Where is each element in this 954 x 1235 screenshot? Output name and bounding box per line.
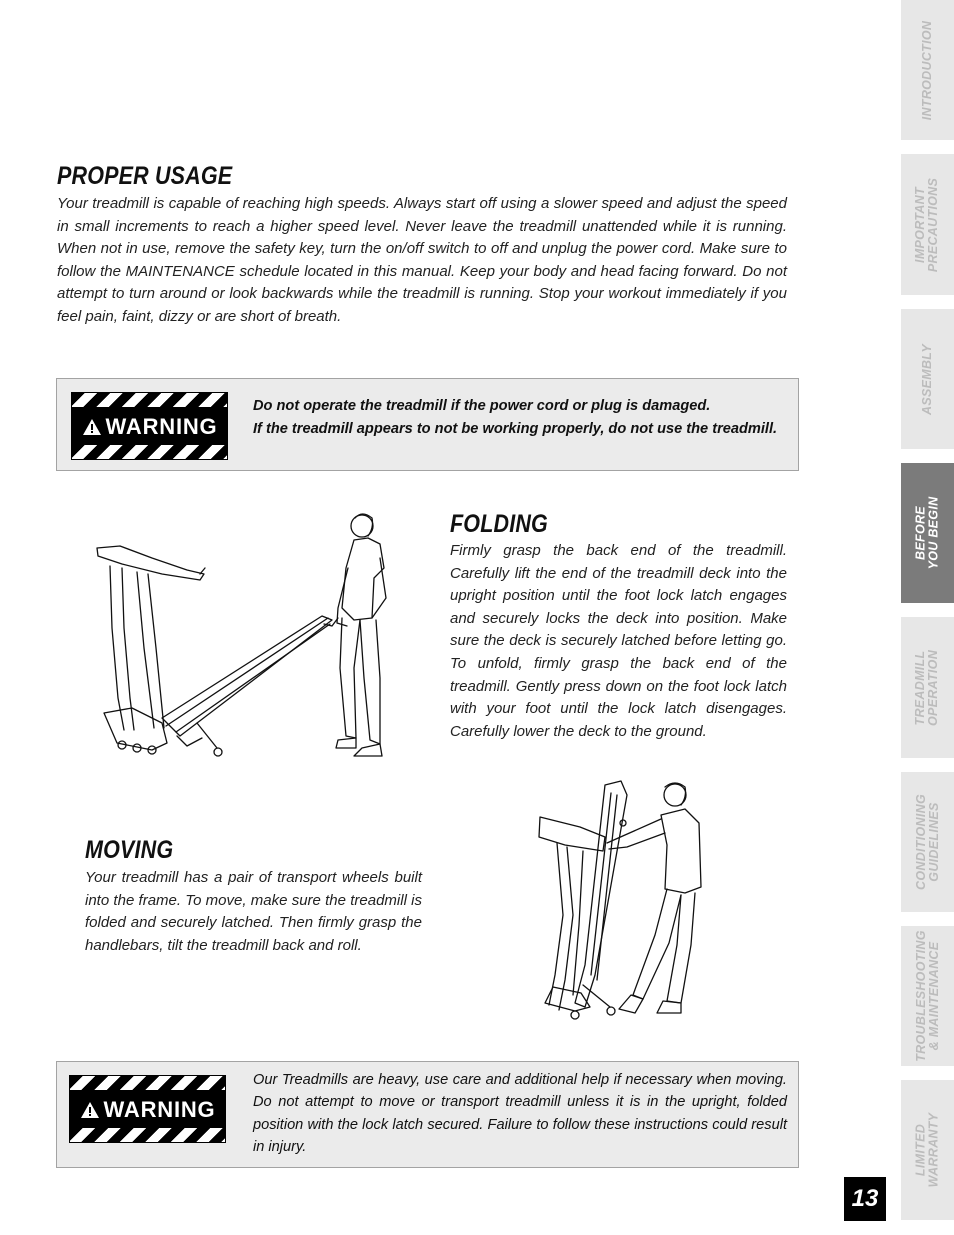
page-number: 13 bbox=[844, 1177, 886, 1221]
warning-line-2: If the treadmill appears to not be working properly, do not use the treadmill. bbox=[253, 421, 778, 437]
tab-label: IMPORTANT bbox=[913, 186, 928, 263]
tab-label: GUIDELINES bbox=[926, 802, 941, 882]
tab-assembly[interactable] bbox=[901, 309, 954, 449]
tab-treadmill-operation[interactable] bbox=[901, 617, 954, 758]
warning-sign bbox=[69, 1075, 226, 1143]
warning-triangle-icon bbox=[80, 1101, 100, 1119]
person-folding-treadmill-illustration bbox=[92, 508, 392, 763]
tab-limited-warranty[interactable] bbox=[901, 1080, 954, 1220]
person-moving-treadmill-illustration bbox=[535, 775, 710, 1025]
tab-important-precautions[interactable] bbox=[901, 154, 954, 295]
moving-body: Your treadmill has a pair of transport wheels built into the frame. To move, make sure the treadmill is folded and securely latched. Then firmly grasp the handlebars, tilt the treadmill back and roll. bbox=[85, 869, 422, 954]
tab-conditioning-guidelines[interactable] bbox=[901, 772, 954, 912]
proper-usage-title: PROPER USAGE bbox=[57, 162, 233, 190]
tab-introduction[interactable] bbox=[901, 0, 954, 140]
tab-label: LIMITED bbox=[913, 1123, 928, 1177]
tab-label: OPERATION bbox=[926, 649, 941, 726]
tab-label: TREADMILL bbox=[913, 650, 928, 725]
warning-label: WARNING bbox=[103, 1097, 216, 1122]
tab-label: YOU BEGIN bbox=[926, 496, 941, 570]
tab-label: TROUBLESHOOTING bbox=[913, 930, 928, 1062]
tab-troubleshooting-maintenance[interactable] bbox=[901, 926, 954, 1066]
tab-label: BEFORE bbox=[913, 506, 928, 560]
warning-triangle-icon bbox=[82, 418, 102, 436]
tab-label: PRECAUTIONS bbox=[926, 177, 941, 272]
folding-body: Firmly grasp the back end of the treadmill. Carefully lift the end of the treadmill deck into the upright position until the foot lock latch engages and securely locks the deck into position. Make sure the deck is securely latched before letting go. To unfold, firmly grasp the back end of the treadmill. Gently press down on the foot lock latch with your foot until the lock latch disengages. Carefully lower the deck to the ground. bbox=[450, 542, 787, 740]
warning-box-moving bbox=[56, 1061, 799, 1168]
proper-usage-body: Your treadmill is capable of reaching high speeds. Always start off using a slower speed and adjust the speed in small increments to reach a higher speed level. Never leave the treadmill unattended while it is running. When not in use, remove the safety key, turn the on/off switch to off and unplug the power cord. Make sure to follow the MAINTENANCE schedule located in this manual. Keep your body and head facing forward. Do not attempt to turn around or look backwards while the treadmill is running. Stop your workout immediately if you feel pain, faint, dizzy or are short of breath. bbox=[57, 195, 787, 325]
folding-title: FOLDING bbox=[450, 510, 548, 538]
warning-label: WARNING bbox=[105, 414, 218, 439]
warning-moving-body: Our Treadmills are heavy, use care and additional help if necessary when moving. Do not attempt to move or transport treadmill unless it is in the upright, folded position with the lock latch secured. Failure to follow these instructions could result in injury. bbox=[253, 1072, 787, 1156]
tab-label: & MAINTENANCE bbox=[926, 941, 941, 1051]
warning-sign bbox=[71, 392, 228, 460]
tab-label: INTRODUCTION bbox=[920, 20, 934, 120]
tab-label: CONDITIONING bbox=[913, 794, 928, 890]
tab-before-you-begin[interactable] bbox=[901, 463, 954, 603]
tab-label: WARRANTY bbox=[926, 1112, 941, 1188]
warning-box-power-cord bbox=[56, 378, 799, 471]
warning-line-1: Do not operate the treadmill if the power cord or plug is damaged. bbox=[253, 398, 711, 414]
tab-label: ASSEMBLY bbox=[920, 343, 934, 415]
moving-title: MOVING bbox=[85, 836, 174, 864]
